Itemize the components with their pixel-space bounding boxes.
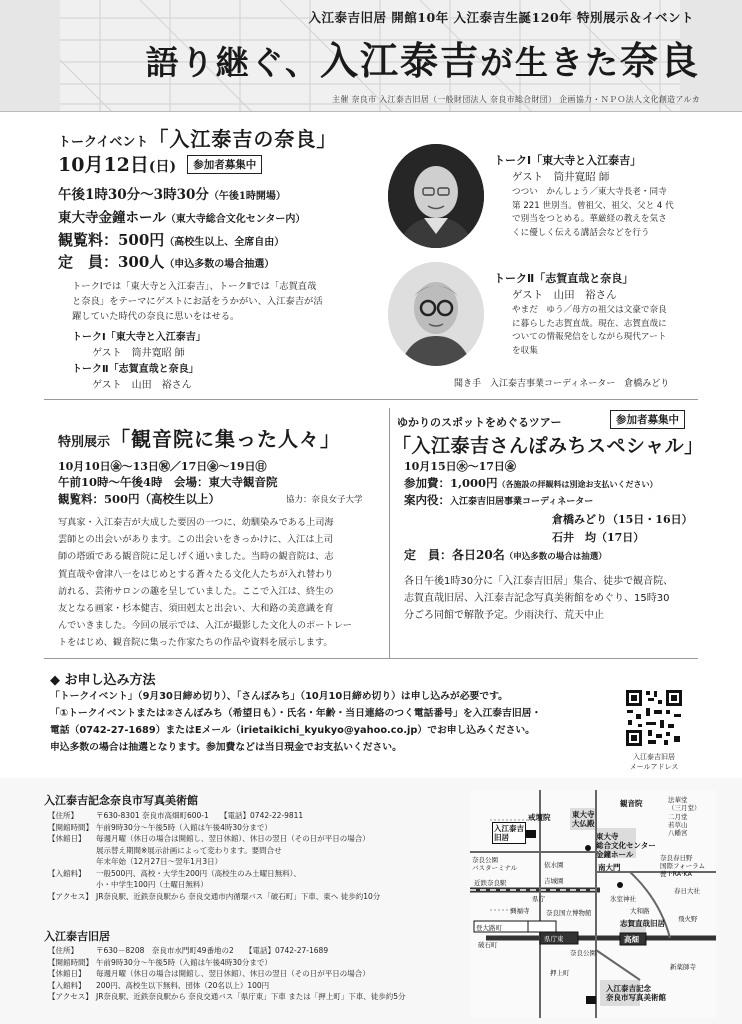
map-label-line: 大仏殿 bbox=[572, 819, 595, 828]
talk-label: トークイベント bbox=[58, 135, 149, 150]
qr-caption bbox=[620, 752, 688, 772]
map-label-isuien: 依水園 bbox=[544, 861, 564, 869]
talk1-bio bbox=[512, 186, 732, 240]
kyukyo-info bbox=[48, 945, 468, 1003]
header-banner bbox=[0, 0, 742, 112]
exhibit-fee: 観覧料：500円（高校生以上） bbox=[58, 492, 221, 506]
talk-description bbox=[72, 279, 392, 324]
map-label-line: 奈良春日野 bbox=[660, 854, 693, 862]
map-label-noborioji: 登大路町 bbox=[476, 924, 502, 932]
map-label-line: 入江泰吉記念 bbox=[606, 984, 651, 993]
talk-date: 10月12日 bbox=[58, 154, 149, 176]
tour-title: 「入江泰吉さんぽみちスペシャル」 bbox=[392, 435, 704, 457]
info-row bbox=[48, 822, 468, 834]
map-label-kencho: 県庁 bbox=[532, 895, 545, 903]
map-label-line: 東大寺 bbox=[596, 832, 619, 841]
map-label-bus-terminal bbox=[472, 856, 517, 872]
info-value: JR奈良駅、近鉄奈良駅から 奈良交通バス「県庁東」下車 または「押上町」下車、徒歩約5分 bbox=[96, 992, 406, 1001]
info-key: 【住所】 bbox=[48, 811, 78, 820]
exhibit-heading bbox=[58, 423, 341, 452]
info-key: 【入館料】 bbox=[48, 980, 86, 990]
tour-guide-role: 入江泰吉旧居事業コーディネーター bbox=[450, 497, 594, 507]
map-label-oshiage: 押上町 bbox=[550, 969, 570, 977]
exhibit-title: 「観音院に集った人々」 bbox=[110, 427, 342, 451]
museum-name: 入江泰吉記念奈良市写真美術館 bbox=[44, 794, 198, 807]
map-label-hokkedo bbox=[668, 796, 701, 812]
talk-capacity bbox=[58, 251, 274, 272]
info-row bbox=[48, 980, 468, 992]
exhibit-body-line: 友となる画家・杉本健吉、須田剋太と出会い、大和路の美意識を育 bbox=[58, 603, 334, 615]
tour-capacity bbox=[404, 546, 607, 563]
map-label-wariishi: 破石町 bbox=[478, 941, 498, 949]
map-label-shiga: 志賀直哉旧居 bbox=[620, 919, 665, 928]
talk1-heading: トークⅠ「東大寺と入江泰吉」 bbox=[494, 154, 642, 167]
info-row bbox=[48, 845, 468, 857]
tour-capacity-text: 定 員：各日20名 bbox=[404, 548, 505, 562]
info-key: 【休館日】 bbox=[48, 834, 86, 843]
info-value: 午前9時30分～午後5時（入館は午後4時30分まで） bbox=[96, 957, 272, 967]
talk-title: 「入江泰吉の奈良」 bbox=[148, 127, 338, 151]
info-key: 【開館時間】 bbox=[48, 822, 93, 832]
info-row bbox=[48, 810, 468, 822]
guest-photo-tsutsui bbox=[388, 144, 484, 248]
talk-desc-line: と奈良」をテーマにゲストにお話をうかがい、入江泰吉が活 bbox=[72, 296, 323, 307]
talk-fee-note: （高校生以上、全席自由） bbox=[164, 237, 285, 248]
map-label-nandaimon: 南大門 bbox=[598, 863, 621, 872]
talk-badge: 参加者募集中 bbox=[187, 155, 262, 174]
header-subtitle: 入江泰吉旧居 開館10年 入江泰吉生誕120年 特別展示＆イベント bbox=[308, 10, 694, 25]
header-title bbox=[146, 30, 700, 85]
map-label-yamato-road: 大和路 bbox=[630, 907, 650, 915]
map-label-kencho-higashi: 県庁東 bbox=[544, 935, 564, 943]
info-value: 一般500円、高校・大学生200円（高校生のみ土曜日無料）、 bbox=[96, 868, 301, 878]
tour-capacity-note: （申込多数の場合は抽選） bbox=[504, 552, 607, 562]
map-label-daibutsuden bbox=[572, 810, 595, 828]
talk-desc-line: 躍していた時代の奈良に思いをはせる。 bbox=[72, 311, 240, 322]
map-label-kaidan: 戒壇院 bbox=[528, 813, 551, 822]
info-key: 【開館時間】 bbox=[48, 957, 93, 967]
info-value: 毎週月曜（休日の場合は開館し、翌日休館）、休日の翌日（その日が平日の場合） bbox=[96, 969, 370, 978]
talk-list-guest: ゲスト 山田 裕さん bbox=[92, 380, 192, 391]
map-label-shinyakushiji: 新薬師寺 bbox=[670, 963, 696, 971]
map-label-todaiji-center bbox=[596, 832, 656, 859]
exhibit-body-line: 写真家・入江泰吉が大成した要因の一つに、幼馴染みである上司海 bbox=[58, 517, 334, 528]
talk-time-note: （午後1時開場） bbox=[208, 191, 286, 202]
talk-list-item: トークⅡ「志賀直哉と奈良」 bbox=[72, 364, 199, 375]
talk2-bio-line: に暮らした志賀直哉。現在、志賀直哉に bbox=[512, 318, 667, 329]
talk1-bio-line: くに優しく伝える講話会などを行う bbox=[512, 227, 650, 238]
access-map bbox=[470, 790, 716, 1018]
tour-body bbox=[404, 573, 704, 624]
talk-guest-list bbox=[72, 330, 206, 394]
kyukyo-name: 入江泰吉旧居 bbox=[44, 930, 110, 943]
map-label-forum bbox=[660, 854, 705, 878]
info-row bbox=[48, 879, 468, 891]
map-label-kintetsu-nara: 近鉄奈良駅 bbox=[474, 879, 507, 887]
tour-guide bbox=[404, 492, 593, 508]
talk2-bio-line: やまだ ゆう／母方の祖父は文豪で奈良 bbox=[512, 305, 667, 315]
map-label-line: 法華堂 bbox=[668, 796, 688, 804]
talk2-bio-line: を収集 bbox=[512, 345, 538, 356]
divider bbox=[44, 658, 698, 659]
tour-fee-note: （各施設の拝観料は別途お支払いください） bbox=[497, 479, 658, 489]
map-label-takabatake: 高畑 bbox=[624, 935, 639, 944]
info-value: 展示替え期間※展示計画によって変わります。要問合せ bbox=[96, 845, 282, 855]
tour-guide-1: 倉橋みどり（15日・16日） bbox=[552, 513, 693, 526]
map-label-line: 東大寺 bbox=[572, 810, 595, 819]
talk-venue bbox=[58, 206, 305, 226]
info-row bbox=[48, 833, 468, 845]
talk2-bio-line: ついての情報発信をしながら現代アート bbox=[512, 332, 667, 342]
tour-badge: 参加者募集中 bbox=[610, 410, 685, 429]
map-label-line: 奈良市写真美術館 bbox=[606, 993, 666, 1002]
info-key: 【休館日】 bbox=[48, 969, 86, 978]
info-row bbox=[48, 856, 468, 868]
talk2-bio bbox=[512, 304, 732, 358]
talk1-bio-line: 第 221 世別当。曾祖父、祖父、父と 4 代 bbox=[512, 200, 674, 211]
map-label-kannonin: 観音院 bbox=[620, 799, 643, 808]
qr-caption-line: 入江泰吉旧居 bbox=[633, 753, 675, 761]
talk2-heading: トークⅡ「志賀直哉と奈良」 bbox=[494, 272, 634, 285]
talk-fee-text: 観覧料：500円 bbox=[58, 231, 165, 249]
qr-caption-line: メールアドレス bbox=[629, 763, 679, 771]
exhibit-body-line: 師の塔頭である観音院に足しげく通いました。当時の観音院は、志 bbox=[58, 551, 334, 563]
tour-body-line: 各日午後1時30分に「入江泰吉旧居」集合、徒歩で観音院、 bbox=[404, 576, 674, 587]
title-part-1: 語り継ぐ、 bbox=[145, 43, 320, 82]
map-label-himuro: 氷室神社 bbox=[610, 895, 636, 903]
talk-time-text: 午後1時30分～3時30分 bbox=[58, 187, 209, 203]
info-row bbox=[48, 968, 468, 980]
info-value: 午前9時30分～午後5時（入館は午後4時30分まで） bbox=[96, 822, 272, 832]
apply-line: 「トークイベント」（9月30日締め切り）、「さんぽみち」（10月10日締め切り）は申し込みが必要です。 bbox=[50, 691, 508, 702]
apply-line: 「①トークイベントまたは②さんぽみち（希望日も）・氏名・年齢・当日連絡のつく電話番号」を入江泰吉旧居・ bbox=[50, 708, 542, 719]
info-key: 【住所】 bbox=[48, 946, 78, 955]
map-label-kohfukuji: 興福寺 bbox=[510, 907, 530, 915]
exhibit-body-line: トをはじめ、観音院に集った作家たちの作品や資料を展示します。 bbox=[58, 637, 333, 649]
divider bbox=[389, 408, 390, 658]
tour-guide-label: 案内役： bbox=[404, 493, 450, 507]
info-value: 〒630－8208 奈良市水門町49番地の2 【電話】0742-27-1689 bbox=[96, 946, 329, 955]
exhibit-dates: 10月10日㊎～13日㊗／17日㊎～19日㊐ bbox=[58, 460, 267, 473]
apply-heading: ◆ お申し込み方法 bbox=[50, 673, 156, 688]
talk-day: (日) bbox=[148, 159, 177, 175]
apply-body bbox=[50, 688, 610, 756]
title-part-4: 奈良 bbox=[619, 38, 700, 83]
title-part-2: 入江泰吉 bbox=[319, 38, 480, 83]
exhibit-body-line: 雲師との出会いがあります。この出会いをきっかけに、入江は上司 bbox=[58, 534, 333, 546]
portrait-yamada-icon bbox=[388, 262, 484, 366]
talk-list-guest: ゲスト 筒井寛昭 師 bbox=[92, 348, 185, 359]
talk-capacity-note: （申込多数の場合抽選） bbox=[164, 259, 275, 270]
guest-photo-yamada bbox=[388, 262, 484, 366]
talk-capacity-text: 定 員：300人 bbox=[58, 253, 165, 271]
tour-label: ゆかりのスポットをめぐるツアー bbox=[397, 416, 562, 429]
info-key: 【アクセス】 bbox=[48, 992, 93, 1001]
talk-venue-note: （東大寺総合文化センター内） bbox=[165, 214, 306, 225]
exhibit-body-line: んでいきました。今回の展示では、入江が撮影した文化人のポートレー bbox=[58, 620, 352, 632]
talk2-guest: ゲスト 山田 裕さん bbox=[512, 289, 617, 301]
talk1-bio-line: で別当をつとめる。華厳経の教えを気さ bbox=[512, 214, 667, 224]
tour-fee bbox=[404, 475, 658, 491]
map-label-yoshikien: 吉城園 bbox=[544, 877, 564, 885]
apply-line: 電話（0742-27-1689）またはEメール（irietaikichi_kyukyo@yahoo.co.jp）でお申し込みください。 bbox=[50, 725, 535, 736]
map-label-line: 甍 I·RA·KA bbox=[660, 870, 692, 878]
divider bbox=[44, 399, 698, 400]
info-value: 年末年始（12月27日～翌年1月3日） bbox=[96, 857, 223, 866]
talk-date-row bbox=[58, 150, 262, 177]
info-row bbox=[48, 957, 468, 969]
info-value: JR奈良駅、近鉄奈良駅から 奈良交通市内循環バス「破石町」下車、東へ 徒歩約10分 bbox=[96, 891, 381, 901]
map-label-line: 金鐘ホール bbox=[596, 850, 634, 859]
talk-fee bbox=[58, 229, 284, 250]
tour-body-line: 志賀直哉旧居、入江泰吉記念写真美術館をめぐり、15時30 bbox=[404, 593, 670, 604]
info-key: 【アクセス】 bbox=[48, 891, 93, 901]
exhibit-coop: 協力：奈良女子大学 bbox=[286, 495, 363, 505]
map-label-line: 国際フォーラム bbox=[660, 862, 706, 870]
map-label-nigatsudo: 二月堂 bbox=[668, 813, 688, 821]
map-label-national-museum: 奈良国立博物館 bbox=[546, 909, 592, 917]
info-value: 200円、高校生以下無料、団体（20名以上）100円 bbox=[96, 980, 270, 990]
info-row bbox=[48, 891, 468, 903]
talk-time bbox=[58, 183, 286, 203]
talk-list-item: トークⅠ「東大寺と入江泰吉」 bbox=[72, 332, 206, 343]
map-label-narakoen: 奈良公園 bbox=[570, 949, 596, 957]
map-label-line: 入江泰吉 bbox=[494, 824, 524, 833]
title-part-3: が生きた bbox=[479, 43, 620, 82]
info-value: 〒630-8301 奈良市高畑町600-1 【電話】0742-22-9811 bbox=[96, 811, 304, 820]
map-label-line: 旧居 bbox=[494, 833, 509, 842]
exhibit-body-line: 訪れる、芸術サロンの趣を呈していました。ここで入江は、終生の bbox=[58, 585, 334, 597]
info-value: 小・中学生100円（土曜日無料） bbox=[96, 880, 208, 889]
tour-fee-text: 参加費：1,000円 bbox=[404, 476, 498, 490]
talk-interviewer: 聞き手 入江泰吉事業コーディネーター 倉橋みどり bbox=[454, 379, 670, 389]
qr-code-graphic bbox=[624, 688, 684, 748]
museum-info bbox=[48, 810, 468, 902]
tour-guide-2: 石井 均（17日） bbox=[552, 531, 645, 544]
info-row bbox=[48, 868, 468, 880]
talk-desc-line: トークⅠでは「東大寺と入江泰吉」、トークⅡでは「志賀直哉 bbox=[72, 281, 317, 292]
exhibit-time: 午前10時～午後4時 会場：東大寺観音院 bbox=[58, 475, 278, 489]
talk-heading bbox=[58, 123, 337, 152]
portrait-tsutsui-icon bbox=[388, 144, 484, 248]
info-row bbox=[48, 991, 468, 1003]
apply-line: 申込多数の場合は抽選となります。参加費などは当日現金でお支払いください。 bbox=[50, 742, 402, 753]
exhibit-body bbox=[58, 514, 388, 652]
map-label-kasuga: 春日大社 bbox=[674, 887, 700, 895]
map-label-line: 総合文化センター bbox=[596, 841, 656, 850]
talk1-guest: ゲスト 筒井寛昭 師 bbox=[512, 171, 610, 183]
info-value: 毎週月曜（休日の場合は開館し、翌日休館）、休日の翌日（その日が平日の場合） bbox=[96, 834, 370, 843]
map-label-line: （三月堂） bbox=[668, 804, 701, 812]
exhibit-body-line: 賀直哉や會津八一をはじめとする蒼々たる文化人たちが入れ替わり bbox=[58, 568, 334, 580]
info-row bbox=[48, 945, 468, 957]
tour-body-line: 分ごろ同館で解散予定。少雨決行、荒天中止 bbox=[404, 610, 604, 621]
map-label-line: バスターミナル bbox=[472, 864, 518, 872]
map-label-museum bbox=[606, 984, 666, 1002]
map-label-tobihino: 飛火野 bbox=[678, 915, 698, 923]
talk-venue-text: 東大寺金鐘ホール bbox=[58, 210, 166, 226]
map-label-line: 奈良公園 bbox=[472, 856, 498, 864]
map-label-wakakusa: 若草山 bbox=[668, 821, 688, 829]
map-label-hachiman: 八幡宮 bbox=[668, 829, 688, 837]
header-organizers: 主催 奈良市 入江泰吉旧居（一般財団法人 奈良市総合財団） 企画協力・ＮＰＯ法人文化創造アルカ bbox=[332, 95, 700, 104]
exhibit-label: 特別展示 bbox=[58, 435, 111, 450]
qr-code-icon[interactable] bbox=[624, 688, 684, 748]
info-key: 【入館料】 bbox=[48, 868, 86, 878]
talk1-bio-line: つつい かんしょう／東大寺長老・同寺 bbox=[512, 187, 667, 197]
map-label-kyukyo bbox=[492, 822, 526, 844]
tour-dates: 10月15日㊌～17日㊎ bbox=[404, 460, 516, 473]
